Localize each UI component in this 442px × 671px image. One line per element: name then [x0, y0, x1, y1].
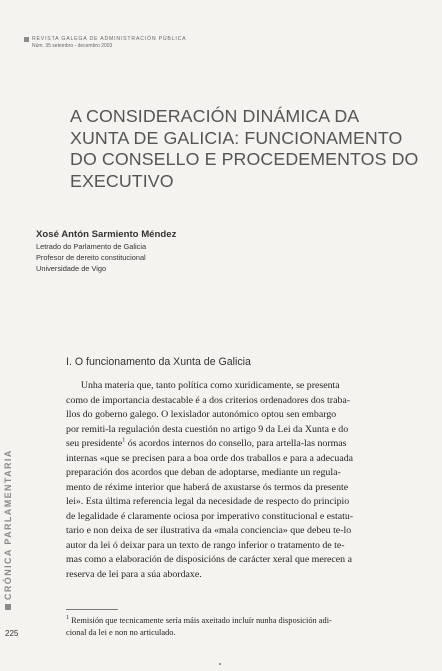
author-affiliation: Letrado do Parlamento de Galicia [36, 242, 147, 251]
body-line: como de importancia destacable é a dos criterios ordenadores dos traba- [66, 394, 351, 406]
page-number: 225 [5, 629, 19, 638]
author-affiliation: Profesor de dereito constitucional [36, 253, 146, 262]
body-line-start: seu presidente [66, 438, 123, 449]
body-line: reserva de lei para a súa abordaxe. [66, 568, 202, 580]
footnote-text: Remisión que tecnicamente sería máis axeitado incluír nunha disposición adi- [69, 616, 332, 625]
body-line [66, 437, 410, 452]
body-line-end: ós acordos internos do consello, para artella-las normas [125, 438, 347, 449]
body-line: internas «que se precisen para a boa orde dos traballos e para a adecuada [66, 452, 354, 464]
footnote-divider [66, 609, 118, 610]
body-line: tario e non deixa de ser ilustrativa da «mala conciencia» que debeu te-lo [66, 525, 352, 536]
section-heading: I. O funcionamento da Xunta de Galicia [66, 356, 251, 368]
scan-speck [219, 663, 221, 665]
author-name: Xosé Antón Sarmiento Méndez [36, 229, 177, 240]
journal-issue: Núm. 35 setembro - decembro 2003 [32, 43, 113, 49]
body-line: mas como a elaboración de disposicións de carácter xeral que merecen a [66, 554, 352, 565]
footnote-number: 1 [66, 615, 69, 622]
footnote [66, 615, 410, 639]
side-square-icon [5, 604, 11, 610]
journal-square-icon [24, 37, 29, 42]
article-title [70, 106, 420, 192]
author-block [36, 228, 176, 274]
title-line: XUNTA DE GALICIA: FUNCIONAMENTO [70, 127, 403, 148]
body-line: autor da lei ó deixar para un texto de rango inferior o tratamento de te- [66, 539, 345, 551]
footnote-line [66, 615, 410, 627]
body-line: lei». Esta última referencia legal da necesidade de respecto do principio [66, 496, 350, 507]
body-line: por remiti-la regulación desta cuestión no artigo 9 da Lei da Xunta e do [66, 423, 349, 435]
author-affiliation: Universidade de Vigo [36, 264, 107, 273]
body-line: Unha materia que, tanto política como xuridicamente, se presenta [66, 380, 340, 391]
side-label-text: CRÓNICA PARLAMENTARIA [3, 449, 13, 600]
body-line: mento de réxime interior que haberá de axustarse ós termos da presente [66, 481, 349, 493]
body-line: preparación dos acordos que deban de adoptarse, mediante un regula- [66, 467, 341, 478]
footnote-line: cional da lei e non no articulado. [66, 628, 176, 637]
journal-header [32, 36, 186, 50]
journal-name: REVISTA GALEGA DE ADMINISTRACIÓN PÚBLICA [32, 36, 187, 42]
body-line: de legalidade é claramente ociosa por imperativo constitucional e estatu- [66, 510, 354, 522]
title-line: DO CONSELLO E PROCEDEMENTOS DO [70, 149, 419, 169]
section-side-label [3, 449, 13, 610]
body-paragraph [66, 379, 410, 582]
title-line: A CONSIDERACIÓN DINÁMICA DA [70, 106, 360, 126]
title-line: EXECUTIVO [70, 170, 174, 191]
footnote-reference[interactable]: 1 [122, 437, 126, 444]
body-line: llos do goberno galego. O lexislador autonómico optou sen embargo [66, 409, 337, 420]
